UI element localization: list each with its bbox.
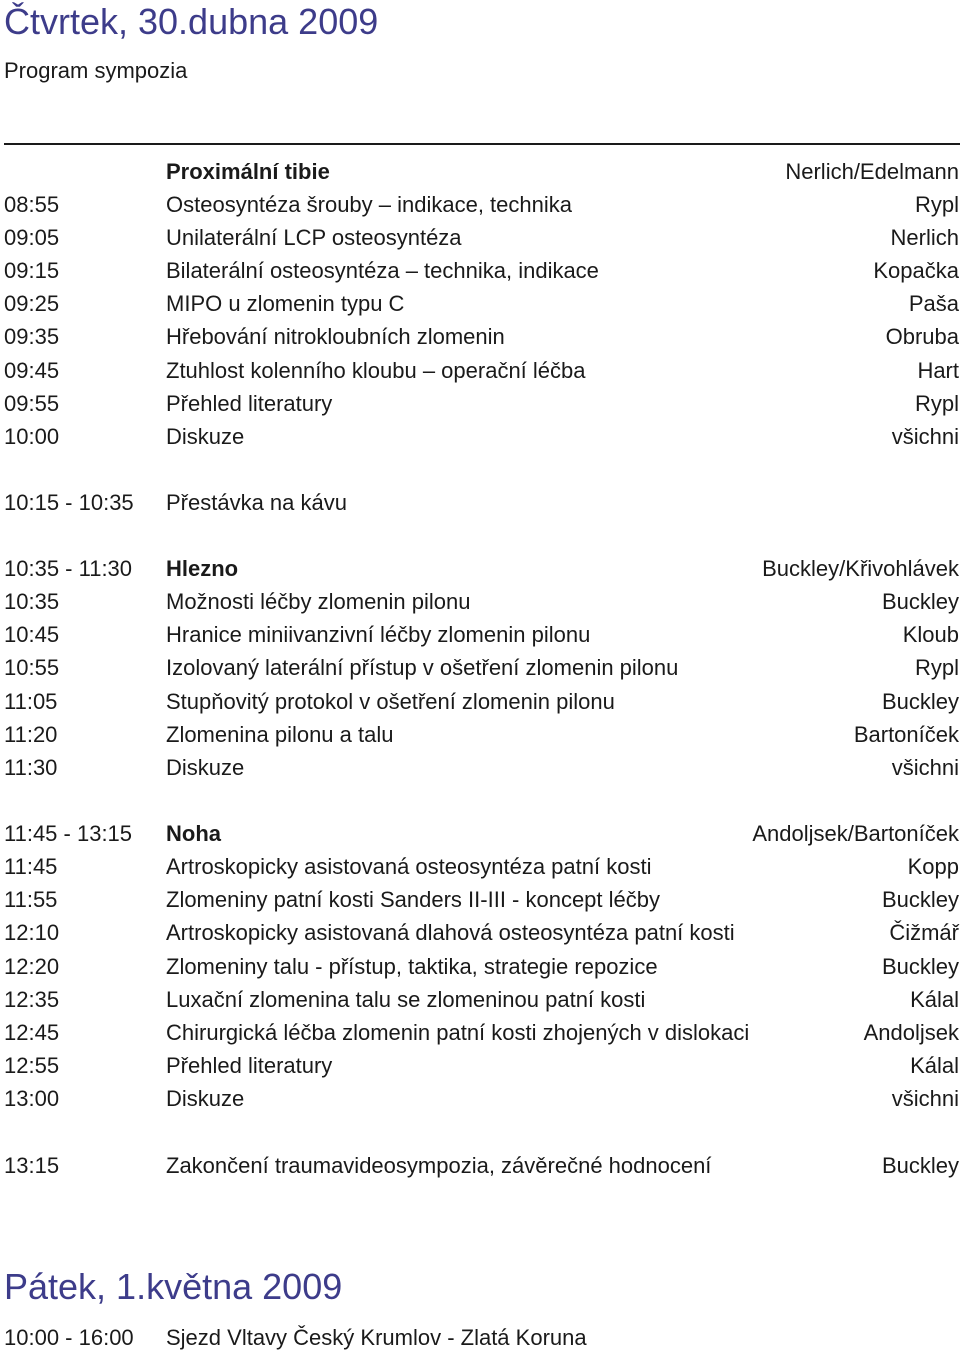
- row-time: 10:00: [4, 424, 60, 449]
- row-speaker: Buckley/Křivohlávek: [762, 556, 959, 581]
- row-speaker: Andoljsek/Bartoníček: [752, 821, 959, 846]
- row-time: 09:35: [4, 324, 60, 349]
- row-speaker: Kloub: [902, 622, 959, 647]
- schedule-row: [4, 653, 959, 683]
- schedule-row: [4, 885, 959, 915]
- schedule-row: [4, 322, 959, 352]
- schedule-row: [4, 223, 959, 253]
- row-speaker: Buckley: [881, 689, 959, 714]
- row-speaker: Nerlich: [890, 225, 959, 250]
- row-speaker: Buckley: [881, 954, 959, 979]
- schedule-row: [4, 720, 959, 750]
- row-speaker: Rypl: [914, 391, 959, 416]
- program-subtitle: Program sympozia: [4, 58, 188, 83]
- row-topic: Přestávka na kávu: [166, 490, 347, 515]
- row-time: 09:45: [4, 358, 60, 383]
- row-time: 11:05: [4, 689, 58, 714]
- row-time: 10:55: [4, 655, 60, 680]
- row-time: 08:55: [4, 192, 60, 217]
- schedule-row: [4, 753, 959, 783]
- row-topic: Hřebování nitrokloubních zlomenin: [166, 324, 505, 349]
- day-heading-thursday: Čtvrtek, 30.dubna 2009: [4, 1, 379, 42]
- schedule-row: [4, 422, 959, 452]
- row-speaker: Nerlich/Edelmann: [785, 159, 959, 184]
- row-time: 12:55: [4, 1053, 60, 1078]
- row-topic: Osteosyntéza šrouby – indikace, technika: [166, 192, 573, 217]
- row-time: 12:10: [4, 920, 60, 945]
- schedule-row-section: [4, 819, 959, 849]
- row-speaker: Buckley: [881, 589, 959, 614]
- row-time: 09:05: [4, 225, 60, 250]
- row-topic: Diskuze: [166, 755, 245, 780]
- row-speaker: Obruba: [885, 324, 959, 349]
- row-time: 10:00 - 16:00: [4, 1325, 134, 1350]
- row-topic: Přehled literatury: [166, 391, 333, 416]
- row-time: 11:30: [4, 755, 58, 780]
- row-topic: Zlomeniny talu - přístup, taktika, strategie repozice: [166, 954, 658, 979]
- row-speaker: Buckley: [881, 887, 959, 912]
- row-speaker: všichni: [891, 1086, 959, 1111]
- row-topic: Sjezd Vltavy Český Krumlov - Zlatá Koruna: [166, 1325, 587, 1350]
- row-topic: Hlezno: [166, 556, 239, 581]
- row-time: 12:45: [4, 1020, 60, 1045]
- schedule-row: [4, 1051, 959, 1081]
- row-topic: Bilaterální osteosyntéza – technika, indikace: [166, 258, 599, 283]
- row-topic: Stupňovitý protokol v ošetření zlomenin pilonu: [166, 689, 615, 714]
- row-speaker: Bartoníček: [853, 722, 959, 747]
- row-topic: Luxační zlomenina talu se zlomeninou patní kosti: [166, 987, 646, 1012]
- schedule-row-section: [4, 554, 959, 584]
- row-topic: Unilaterální LCP osteosyntéza: [166, 225, 462, 250]
- row-topic: Proximální tibie: [166, 159, 330, 184]
- schedule-row: [4, 620, 959, 650]
- schedule-row: [4, 1018, 959, 1048]
- row-speaker: Kopačka: [873, 258, 959, 283]
- schedule-row-break: [4, 488, 959, 518]
- schedule-row: [4, 389, 959, 419]
- schedule-row-closing: [4, 1151, 959, 1181]
- row-speaker: Kálal: [910, 987, 959, 1012]
- row-topic: Zlomeniny patní kosti Sanders II-III - koncept léčby: [166, 887, 661, 912]
- schedule-row-section: [4, 157, 959, 187]
- schedule-row: [4, 852, 959, 882]
- row-topic: Artroskopicky asistovaná dlahová osteosyntéza patní kosti: [166, 920, 735, 945]
- row-topic: Diskuze: [166, 1086, 245, 1111]
- row-time: 09:15: [4, 258, 60, 283]
- row-speaker: všichni: [891, 424, 959, 449]
- row-speaker: Andoljsek: [863, 1020, 959, 1045]
- schedule-row: [4, 289, 959, 319]
- row-time: 13:00: [4, 1086, 60, 1111]
- schedule-row: [4, 190, 959, 220]
- schedule-row: [4, 587, 959, 617]
- row-speaker: Rypl: [914, 192, 959, 217]
- row-topic: Ztuhlost kolenního kloubu – operační léčba: [166, 358, 586, 383]
- row-speaker: všichni: [891, 755, 959, 780]
- row-topic: MIPO u zlomenin typu C: [166, 291, 405, 316]
- schedule-row: [4, 918, 959, 948]
- row-speaker: Čižmář: [889, 920, 959, 945]
- row-time: 11:55: [4, 887, 58, 912]
- row-time: 09:55: [4, 391, 60, 416]
- row-time: 11:45: [4, 854, 58, 879]
- row-time: 09:25: [4, 291, 60, 316]
- row-topic: Možnosti léčby zlomenin pilonu: [166, 589, 471, 614]
- schedule-row: [4, 985, 959, 1015]
- row-speaker: Paša: [908, 291, 959, 316]
- row-time: 12:35: [4, 987, 60, 1012]
- friday-event-row: [4, 1323, 959, 1353]
- row-speaker: Kálal: [910, 1053, 959, 1078]
- schedule-row: [4, 1084, 959, 1114]
- row-topic: Zakončení traumavideosympozia, závěrečné hodnocení: [166, 1153, 712, 1178]
- row-time: 11:20: [4, 722, 58, 747]
- day-heading-friday: Pátek, 1.května 2009: [4, 1266, 343, 1307]
- row-time: 10:35: [4, 589, 60, 614]
- row-topic: Noha: [166, 821, 221, 846]
- row-topic: Artroskopicky asistovaná osteosyntéza patní kosti: [166, 854, 652, 879]
- row-topic: Diskuze: [166, 424, 245, 449]
- row-topic: Hranice miniivanzivní léčby zlomenin pilonu: [166, 622, 591, 647]
- schedule-row: [4, 356, 959, 386]
- schedule-row: [4, 256, 959, 286]
- row-speaker: Kopp: [907, 854, 959, 879]
- row-time: 10:35 - 11:30: [4, 556, 133, 581]
- row-topic: Chirurgická léčba zlomenin patní kosti zhojených v dislokaci: [166, 1020, 750, 1045]
- row-topic: Izolovaný laterální přístup v ošetření zlomenin pilonu: [166, 655, 679, 680]
- row-speaker: Rypl: [914, 655, 959, 680]
- row-speaker: Hart: [917, 358, 959, 383]
- row-time: 13:15: [4, 1153, 60, 1178]
- row-time: 11:45 - 13:15: [4, 821, 133, 846]
- divider-line: [4, 143, 960, 145]
- row-topic: Přehled literatury: [166, 1053, 333, 1078]
- row-topic: Zlomenina pilonu a talu: [166, 722, 394, 747]
- schedule-row: [4, 687, 959, 717]
- row-time: 10:15 - 10:35: [4, 490, 134, 515]
- row-time: 10:45: [4, 622, 60, 647]
- row-speaker: Buckley: [881, 1153, 959, 1178]
- row-time: 12:20: [4, 954, 60, 979]
- schedule-row: [4, 952, 959, 982]
